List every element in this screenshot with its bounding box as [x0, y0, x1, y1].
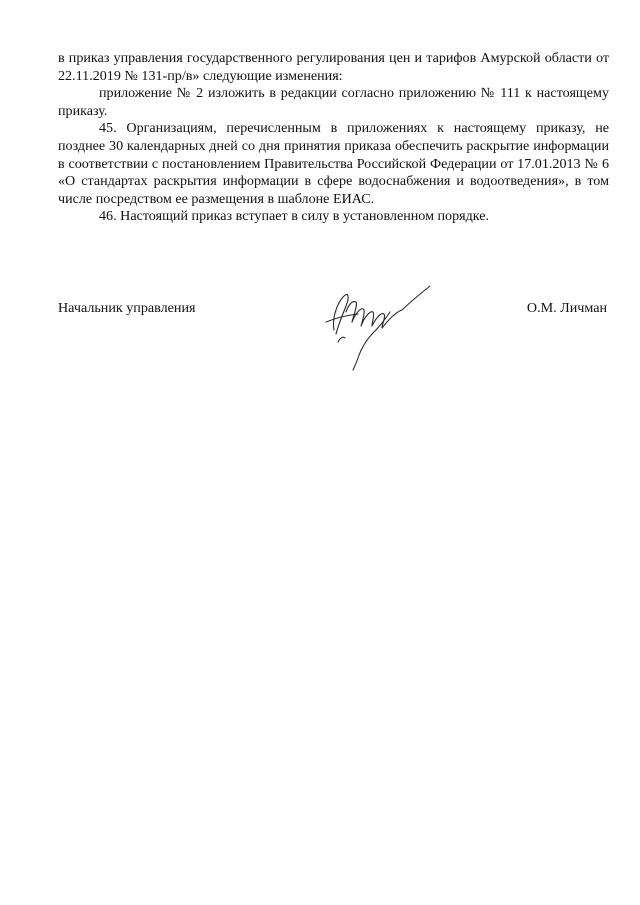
- handwritten-signature-icon: [318, 282, 436, 372]
- paragraph-appendix-statement: приложение № 2 изложить в редакции согласно приложению № 111 к настоящему приказу.: [58, 85, 609, 119]
- document-body: [58, 50, 609, 226]
- signatory-name: О.М. Личман: [526, 300, 607, 316]
- paragraph-item-46: 46. Настоящий приказ вступает в силу в установленном порядке.: [99, 208, 490, 225]
- signatory-title: Начальник управления: [58, 300, 196, 316]
- paragraph-item-45: 45. Организациям, перечисленным в приложениях к настоящему приказу, не позднее 30 календарных дней со дня принятия приказа обеспечить раскрытие информации в соответствии с постановлением Правительства Российской Федерации от 17.01.2013 № 6 «О стандартах раскрытия информации в сфере водоснабжения и водоотведения», в том числе посредством ее размещения в шаблоне ЕИАС.: [58, 120, 609, 207]
- paragraph-continuation: в приказ управления государственного регулирования цен и тарифов Амурской области от 22.11.2019 № 131-пр/в» следующие изменения:: [58, 50, 609, 84]
